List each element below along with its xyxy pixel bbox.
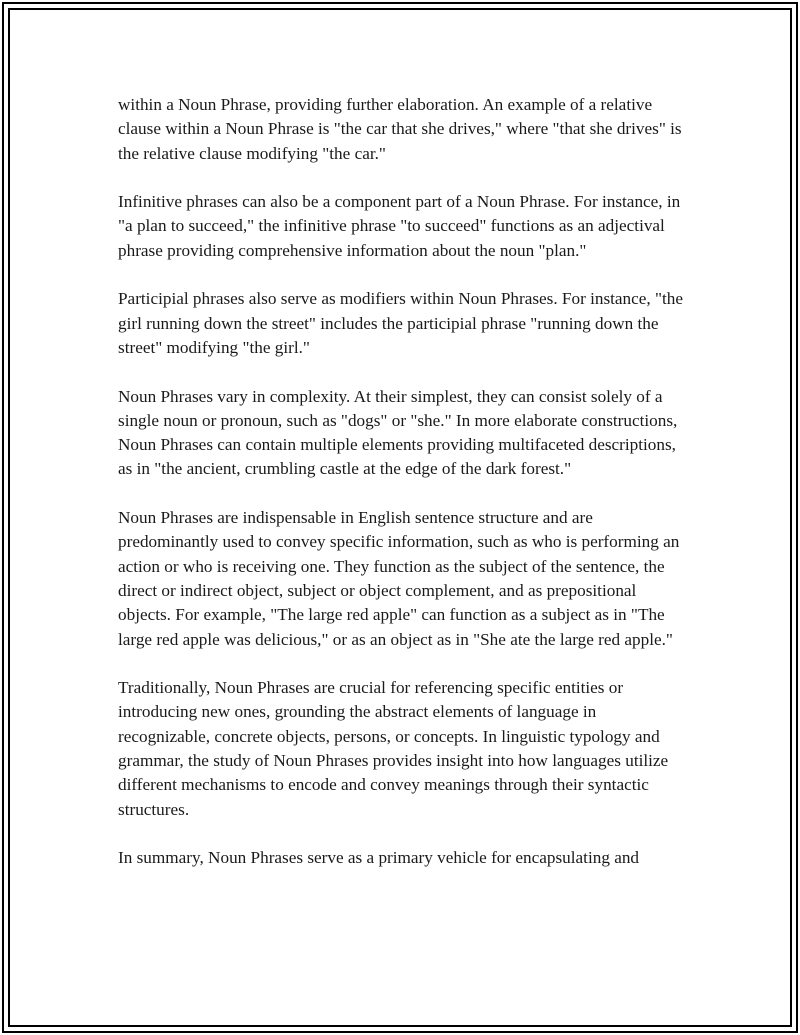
paragraph-complexity: Noun Phrases vary in complexity. At their simplest, they can consist solely of a single noun or pronoun, such as "dogs" or "she." In more elaborate constructions, Noun Phrases can contain multiple elements providing multifaceted descriptions, as in "the ancient, crumbling castle at the edge of the dark forest." <box>118 386 678 479</box>
paragraph-summary: In summary, Noun Phrases serve as a primary vehicle for encapsulating and <box>118 848 640 868</box>
paragraph-participial-phrases: Participial phrases also serve as modifiers within Noun Phrases. For instance, "the girl running down the street" includes the participial phrase "running down the street" modifying "the girl." <box>118 289 684 357</box>
paragraph-referencing-entities: Traditionally, Noun Phrases are crucial for referencing specific entities or introducing new ones, grounding the abstract elements of language in recognizable, concrete objects, persons, or concepts. In linguistic typology and grammar, the study of Noun Phrases provides insight into how languages utilize different mechanisms to encode and convey meanings through their syntactic structures. <box>118 678 669 819</box>
paragraph-sentence-structure: Noun Phrases are indispensable in English sentence structure and are predominantly used to convey specific information, such as who is performing an action or who is receiving one. They function as the subject of the sentence, the direct or indirect object, subject or object complement, and as prepositional objects. For example, "The large red apple" can function as a subject as in "The large red apple was delicious," or as an object as in "She ate the large red apple." <box>118 508 680 649</box>
document-body <box>118 93 688 895</box>
paragraph-relative-clause: within a Noun Phrase, providing further elaboration. An example of a relative clause within a Noun Phrase is "the car that she drives," where "that she drives" is the relative clause modifying "the car." <box>118 95 682 163</box>
paragraph-infinitive-phrases: Infinitive phrases can also be a component part of a Noun Phrase. For instance, in "a plan to succeed," the infinitive phrase "to succeed" functions as an adjectival phrase providing comprehensive information about the noun "plan." <box>118 192 681 260</box>
